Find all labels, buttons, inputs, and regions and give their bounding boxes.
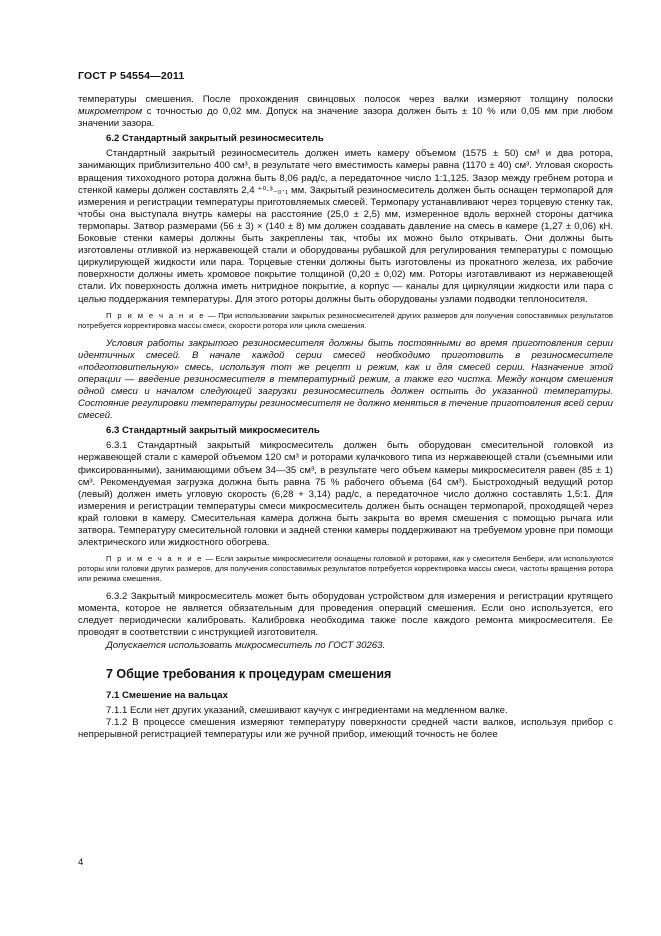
paragraph-7-1-1: 7.1.1 Если нет других указаний, смешивают каучук с ингредиентами на медленном валке. [106,704,508,716]
page-header: ГОСТ Р 54554—2011 [78,70,185,82]
section-6-2-italic: Условия работы закрытого резиносмесителя должны быть постоянными во время приготовления серии идентичных смесей. В начале каждой серии смесей необходимо приготовить в резиносмесителе «подготовительную» смесь, используя тот же рецепт и режим, как и для смесей серии. Назначение этой операции — введение резиносмесителя в температурный режим, а также его чистка. Между концом смешения одной смеси и началом следующей загрузки резиносмеситель должен остыть до указанной температуры. Состояние регулировки температуры резиносмесителя не должно меняться в течение приготовления всей серии смесей. [78,337,613,422]
page-number: 4 [78,857,84,868]
section-6-3-italic: Допускается использовать микросмеситель по ГОСТ 30263. [106,639,386,651]
italic-term: микрометром [78,106,143,118]
text-span: температуры смешения. После прохождения свинцовых полосок через валки измеряют толщину полоски [78,94,613,105]
note-label: П р и м е ч а н и е [106,554,204,564]
note-6-2 [78,311,613,331]
section-heading-7: 7 Общие требования к процедурам смешения [106,666,392,681]
paragraph-6-3-1: 6.3.1 Стандартный закрытый микросмеситель должен быть оборудован смесительной головкой из нержавеющей стали с камерой объемом 120 см³ и роторами кулачкового типа из нержавеющей стали (съемными или фиксированными), занимающими объем 34—35 см³, в результате чего объем камеры микросмесителя равен (85 ± 1) см³. Рекомендуемая загрузка должна быть равна 75 % рабочего объема (64 см³). Быстроходный ведущий ротор (левый) должен иметь угловую скорость (6,28 + 3,14) рад/с, а передаточное число должно составлять 1,5:1. Для измерения и регистрации температуры смеси микросмеситель должен быть оснащен термопарой, проходящей через край головки в камеру. Смесительная камера должна быть закрыта во время смешения с помощью рычага или затвора. Температуру смесительной головки и задней стенки камеры поддерживают на требуемом уровне при помощи электрического или жидкостного обогрева. [78,440,613,549]
note-text: — Если закрытые микросмесители оснащены головкой и роторами, как у смесителя Бенбери, или используются роторы или головки других размеров, для получения сопоставимых результатов потребуется корректировка массы смеси, частоты вращения ротора или режима смешения. [78,554,613,584]
paragraph-6-3-2: 6.3.2 Закрытый микросмеситель может быть оборудован устройством для измерения и регистрации крутящего момента, которое не является обязательным для проведения операций смешения. Если оно используется, его следует периодически калибровать. Калибровка необходима также после каждого ремонта микросмесителя. Ее проводят в соответствии с инструкцией изготовителя. [78,591,613,639]
text-span: с точностью до 0,02 мм. Допуск на значение зазора должен быть ± 10 % или 0,05 мм при любом значении зазора. [78,106,613,130]
section-heading-6-2: 6.2 Стандартный закрытый резиносмеситель [106,133,324,145]
note-text: — При использовании закрытых резиносмесителей других размеров для получения сопоставимых результатов потребуется корректировка массы смеси, скорости ротора или цикла смешения. [78,310,613,330]
section-heading-7-1: 7.1 Смешение на вальцах [106,689,228,701]
section-heading-6-3: 6.3 Стандартный закрытый микросмеситель [106,425,320,437]
paragraph-continuation [78,94,613,130]
paragraph-7-1-2: 7.1.2 В процессе смешения измеряют температуру поверхности средней части валков, используя прибор с непрерывной регистрацией температуры или же ручной прибор, имеющий точность не более [78,716,613,741]
note-6-3 [78,554,613,584]
page-content [78,94,613,741]
section-6-2-body: Стандартный закрытый резиносмеситель должен иметь камеру объемом (1575 ± 50) см³ и два ротора, занимающих приблизительно 400 см³, в результате чего вместимость камеры равна (1170 ± 40) см³. Угловая скорость вращения тихоходного ротора должна быть 8,06 рад/с, а передаточное число 1:1,125. Зазор между гребнем ротора и стенкой камеры должен составлять 2,4 ⁺⁰·³₋₀·₁ мм. Закрытый резиносмеситель должен быть оснащен термопарой для измерения и регистрации температуры приготовляемых смесей. Термопару устанавливают через торцевую стенку так, чтобы она выступала внутрь камеры на расстояние (25,0 ± 2,5) мм, измеренное вдоль верхней стороны датчика термопары. Затвор размерами (56 ± 3) × (140 ± 8) мм должен создавать давление на смесь в камере (1,27 ± 0,06) кН. Боковые стенки камеры должны быть закреплены так, чтобы их можно было открывать. Они должны быть изготовлены отливкой из нержавеющей стали и оборудованы рубашкой для регулирования температуры с помощью циркулирующей жидкости или пара. Торцевые стенки должны быть изготовлены из прокатного железа, их рабочие поверхности должны иметь хромовое покрытие толщиной (0,20 ± 0,02) мм. Роторы изготавливают из нержавеющей стали. Их поверхность должна иметь нитридное покрытие, а корпус — каналы для циркуляции жидкости или пара с целью поддержания температуры. Для этого роторы должны быть оборудованы узлами подводки теплоносителя. [78,148,613,305]
note-label: П р и м е ч а н и е [106,310,206,320]
